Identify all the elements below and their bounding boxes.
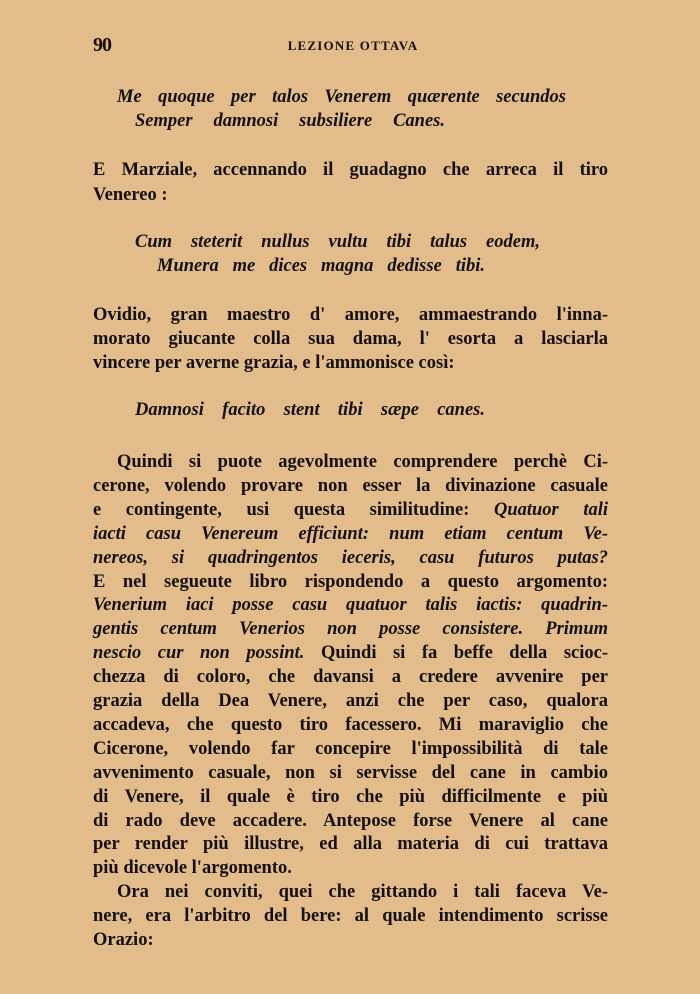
text-line [93, 928, 154, 952]
text-line [135, 398, 485, 422]
text-line [93, 303, 608, 327]
text-line [93, 183, 168, 207]
text-line [93, 641, 608, 665]
latin-quotation: gentis centum Venerios non posse consistere. Primum [93, 619, 608, 640]
text-line [93, 327, 608, 351]
text-segment: chezza di coloro, che davansi a credere avvenire per [93, 667, 608, 688]
text-line [93, 474, 608, 498]
text-segment: di rado deve accadere. Antepose forse Venere al cane [93, 810, 608, 831]
text-line [93, 689, 608, 713]
text-line [93, 904, 608, 928]
text-line [93, 665, 608, 689]
text-line [93, 570, 608, 594]
latin-quotation: Damnosi facito stent tibi sæpe canes. [135, 400, 485, 420]
text-line [93, 737, 608, 761]
text-line [117, 880, 608, 904]
text-line [135, 109, 445, 133]
text-segment: vincere per averne grazia, e l'ammonisce così: [93, 353, 455, 373]
text-line [93, 498, 608, 522]
latin-quotation: Munera me dices magna dedisse tibi. [157, 256, 485, 276]
text-line [93, 158, 608, 182]
text-line [93, 809, 608, 833]
text-segment: E nel segueute libro rispondendo a questo argomento: [93, 571, 608, 592]
text-segment: per render più illustre, ed alla materia di cui trattava [93, 834, 608, 855]
text-segment: e contingente, usi questa similitudine: [93, 499, 494, 520]
text-line [93, 522, 608, 546]
text-segment: accadeva, che questo tiro facessero. Mi maraviglio che [93, 714, 608, 735]
text-line [135, 230, 540, 254]
text-line [117, 450, 608, 474]
text-line [93, 617, 608, 641]
text-segment: cerone, volendo provare non esser la divinazione casuale [93, 475, 608, 496]
running-title: LEZIONE OTTAVA [287, 38, 419, 53]
text-line [93, 713, 608, 737]
text-segment: nere, era l'arbitro del bere: al quale intendimento scrisse [93, 906, 608, 926]
text-segment: di Venere, il quale è tiro che più difficilmente e più [93, 786, 608, 807]
page-number: 90 [93, 34, 111, 56]
text-segment: Ovidio, gran maestro d' amore, ammaestrando l'inna- [93, 305, 608, 325]
latin-quotation: Me quoque per talos Venerem quærente secundos [117, 87, 566, 107]
text-segment: Cicerone, volendo far concepire l'impossibilità di tale [93, 738, 608, 759]
latin-quotation: nereos, si quadringentos ieceris, casu futuros putas? [93, 547, 608, 568]
text-segment: avvenimento casuale, non si servisse del cane in cambio [93, 762, 608, 783]
text-line [93, 593, 608, 617]
text-segment: Orazio: [93, 930, 154, 950]
text-segment: grazia della Dea Venere, anzi che per caso, qualora [93, 691, 608, 711]
latin-quotation: Cum steterit nullus vultu tibi talus eodem, [135, 232, 540, 252]
text-segment: Quindi si puote agevolmente comprendere perchè Ci- [117, 452, 608, 472]
text-segment: più dicevole l'argomento. [93, 858, 292, 879]
text-line [93, 351, 455, 375]
text-line [93, 761, 608, 785]
latin-quotation: Semper damnosi subsiliere Canes. [135, 111, 445, 131]
text-line [157, 254, 485, 278]
latin-quotation: Quatuor tali [493, 499, 608, 520]
text-segment: Venereo : [93, 185, 168, 205]
text-segment: Ora nei conviti, quei che gittando i tali faceva Ve- [117, 882, 608, 902]
text-segment: Quindi si fa beffe della scioc- [304, 643, 608, 664]
latin-quotation: iacti casu Venereum efficiunt: num etiam centum Ve- [93, 523, 608, 544]
text-line [93, 785, 608, 809]
text-line [93, 546, 608, 570]
text-line [93, 832, 608, 856]
text-segment: morato giucante colla sua dama, l' esorta a lasciarla [93, 329, 608, 349]
latin-quotation: nescio cur non possint. [93, 643, 305, 664]
text-line [93, 856, 292, 880]
latin-quotation: Venerium iaci posse casu quatuor talis iactis: quadrin- [93, 595, 608, 616]
text-segment: E Marziale, accennando il guadagno che arreca il tiro [93, 160, 608, 180]
text-line [117, 85, 566, 109]
